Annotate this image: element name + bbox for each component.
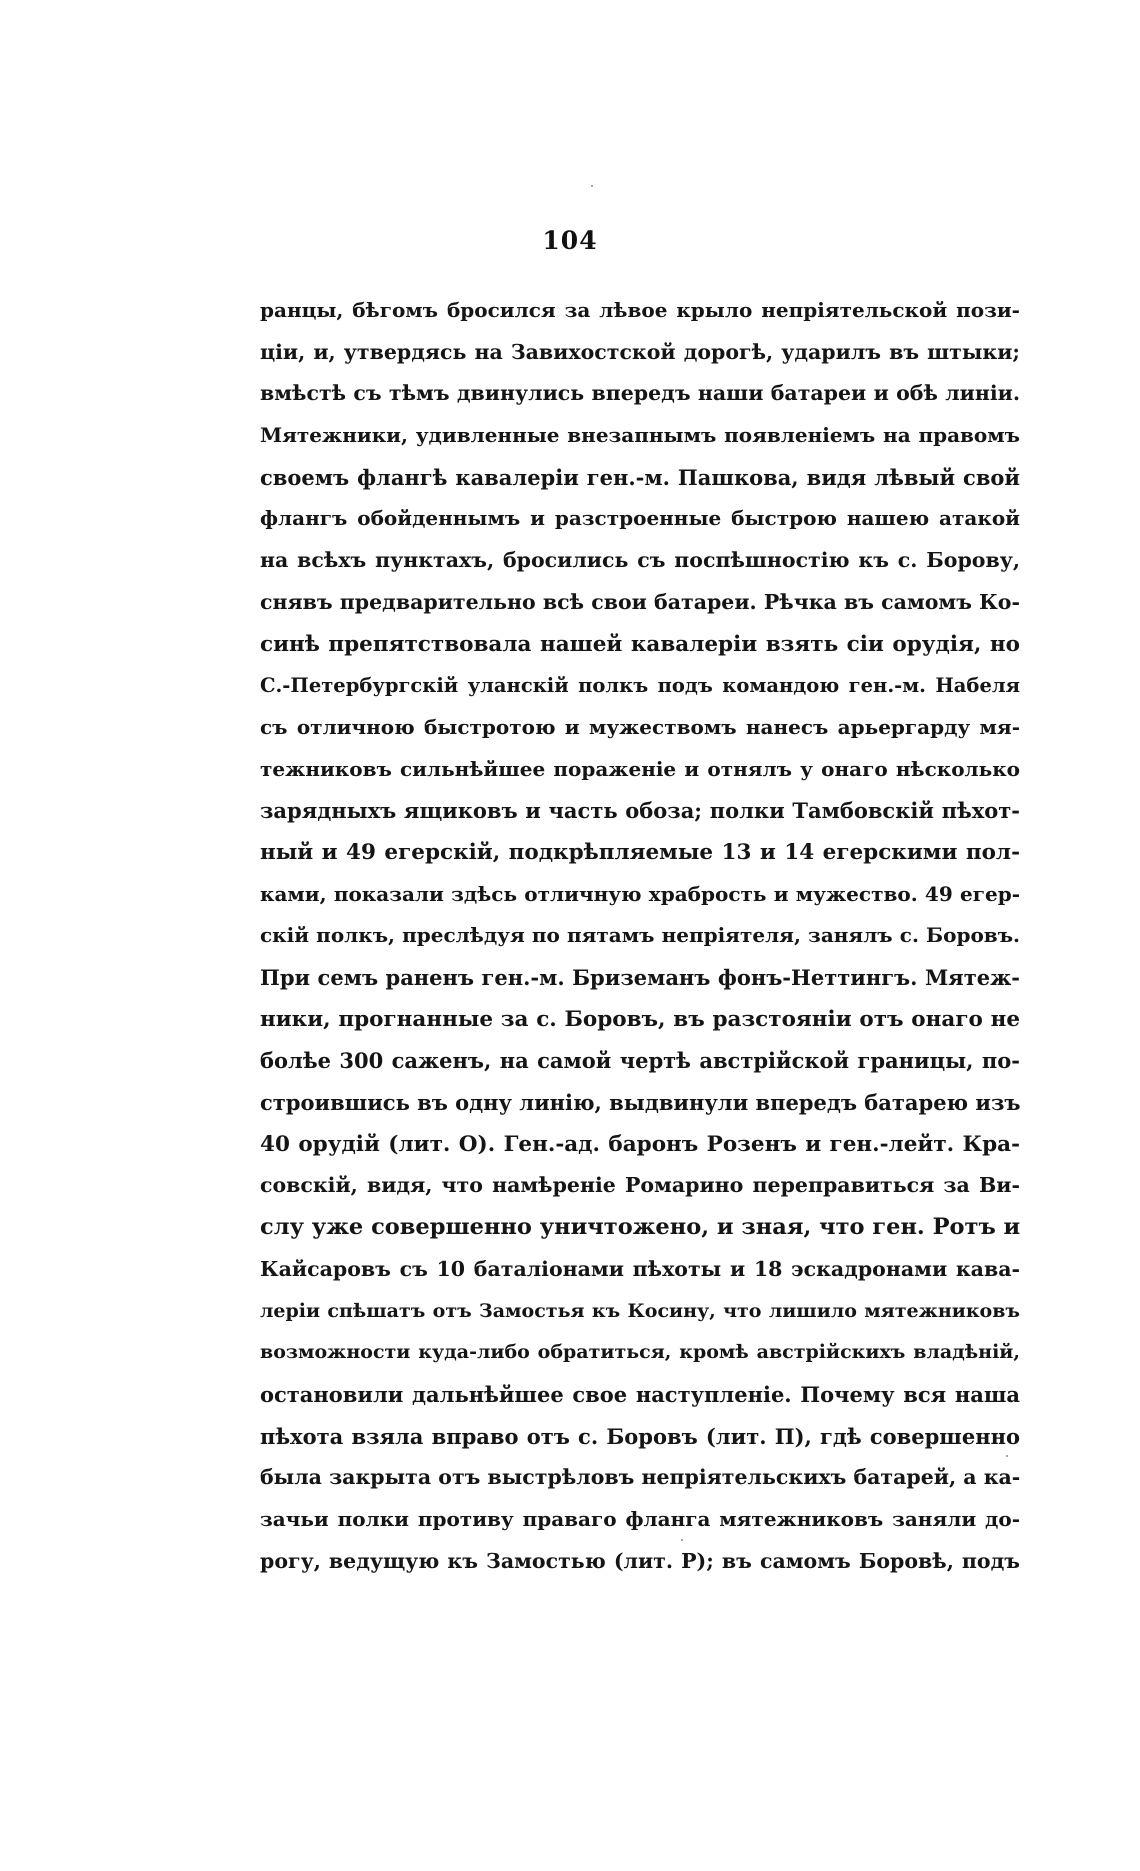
page-number: 104	[542, 226, 598, 255]
text-line: ный и 49 егерскій, подкрѣпляемые 13 и 14 егерскими пол-	[260, 839, 1020, 865]
text-line: ціи, и, утвердясь на Завихостской дорогѣ, ударилъ въ штыки;	[260, 339, 1020, 364]
text-line: Кайсаровъ съ 10 баталіонами пѣхоты и 18 эскадронами кава-	[260, 1256, 1020, 1281]
text-line: остановили дальнѣйшее свое наступленіе. Почему вся наша	[260, 1381, 1020, 1407]
text-line: С.-Петербургскій уланскій полкъ подъ командою ген.-м. Набеля	[260, 674, 1020, 698]
text-line: ранцы, бѣгомъ бросился за лѣвое крыло непріятельской пози-	[260, 298, 1020, 322]
text-line: совскій, видя, что намѣреніе Ромарино переправиться за Ви-	[260, 1173, 1020, 1198]
text-line: скій полкъ, преслѣдуя по пятамъ непріятеля, занялъ с. Боровъ.	[260, 923, 1020, 948]
text-line: зачьи полки противу праваго фланга мятежниковъ заняли до-	[260, 1506, 1020, 1531]
text-line: съ отличною быстротою и мужествомъ нанесъ арьергарду мя-	[260, 714, 1020, 739]
text-line: При семъ раненъ ген.-м. Бриземанъ фонъ-Неттингъ. Мятеж-	[260, 965, 1020, 990]
text-line: болѣе 300 саженъ, на самой чертѣ австрійской границы, по-	[260, 1048, 1020, 1074]
text-line: на всѣхъ пунктахъ, бросились съ поспѣшностію къ с. Борову,	[260, 548, 1020, 573]
text-line: строившись въ одну линію, выдвинули впередъ батарею изъ	[260, 1090, 1020, 1116]
text-line: слу уже совершенно уничтожено, и зная, что ген. Ротъ и	[260, 1214, 1020, 1241]
text-line: леріи спѣшатъ отъ Замостья къ Косину, что лишило мятежниковъ	[260, 1299, 1020, 1322]
text-line: ники, прогнанные за с. Боровъ, въ разстояніи отъ онаго не	[260, 1006, 1020, 1032]
scan-speck	[591, 185, 593, 187]
body-text	[260, 290, 1020, 1582]
scan-speck	[1006, 1455, 1008, 1457]
text-line: флангъ обойденнымъ и разстроенные быстрою нашею атакой	[260, 506, 1020, 531]
text-line: возможности куда-либо обратиться, кромѣ австрійскихъ владѣній,	[260, 1341, 1020, 1364]
text-line: 40 орудій (лит. О). Ген.-ад. баронъ Розенъ и ген.-лейт. Кра-	[260, 1131, 1020, 1157]
text-line: зарядныхъ ящиковъ и часть обоза; полки Тамбовскій пѣхот-	[260, 798, 1020, 824]
text-line: ками, показали здѣсь отличную храбрость и мужество. 49 егер-	[260, 881, 1020, 906]
text-line: тежниковъ сильнѣйшее пораженіе и отнялъ у онаго нѣсколько	[260, 756, 1020, 781]
text-line: снявъ предварительно всѣ свои батареи. Рѣчка въ самомъ Ко-	[260, 589, 1020, 614]
scan-speck	[681, 1539, 683, 1541]
text-line: была закрыта отъ выстрѣловъ непріятельскихъ батарей, а ка-	[260, 1465, 1020, 1490]
text-line: вмѣстѣ съ тѣмъ двинулись впередъ наши батареи и обѣ линіи.	[260, 381, 1020, 406]
text-line: своемъ флангѣ кавалеріи ген.-м. Пашкова, видя лѣвый свой	[260, 464, 1020, 490]
text-line: синѣ препятствовала нашей кавалеріи взять сіи орудія, но	[260, 631, 1020, 657]
text-line: Мятежники, удивленные внезапнымъ появленіемъ на правомъ	[260, 423, 1020, 448]
text-line: пѣхота взяла вправо отъ с. Боровъ (лит. П), гдѣ совершенно	[260, 1423, 1020, 1449]
text-line: рогу, ведущую къ Замостью (лит. Р); въ самомъ Боровѣ, подъ	[260, 1548, 1020, 1573]
